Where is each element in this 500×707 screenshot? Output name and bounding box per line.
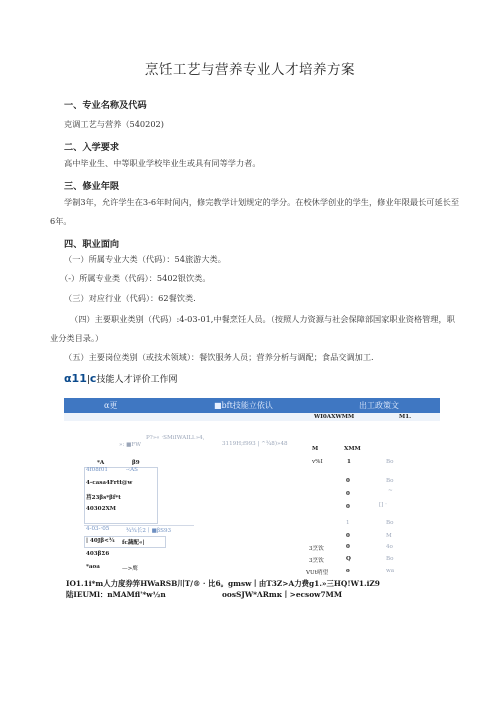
fig-r5b: Bo (386, 520, 394, 526)
caption-part-c: c (89, 372, 97, 385)
item-3: （三）对应行业（代码）：62餐饮类. (64, 293, 196, 303)
fig-row-vl: v%I (312, 459, 323, 465)
fig-r3a: 0 (346, 491, 350, 497)
fig-row-a: *A (97, 460, 105, 466)
fig-l4: 40302XM (86, 506, 116, 512)
section-heading-2: 二、入学要求 (64, 142, 120, 153)
section-3-body: 学制3年，允许学生在3-6年时间内，修完教学计划规定的学分。在校休学创业的学生，修业年限最长可延长至6年。 (50, 197, 460, 226)
fig-row-a2: β9 (132, 460, 140, 466)
section-heading-4: 四、职业面向 (64, 239, 120, 250)
fig-r8c: Bo (386, 556, 394, 562)
fig-r2a: 0 (346, 478, 350, 484)
section-1-body: 克调工艺与营养（540202) (64, 119, 164, 129)
fig-footer-line-2b: oosSJW*ΛRmκ丨>ecsow7MM (222, 590, 342, 599)
fig-l1: 4f08f01 (86, 467, 108, 473)
fig-row-vl2: 1 (347, 459, 351, 465)
fig-l1b: -‹AS (126, 467, 138, 473)
fig-r9c: wa (386, 568, 395, 574)
fig-l2: 4-casa4Frtt@w (86, 480, 133, 486)
embedded-screenshot (64, 398, 440, 670)
fig-r7c: 4o (386, 544, 393, 550)
section-heading-3: 三、修业年限 (64, 181, 120, 192)
item-2: （-）所属专业类（代码）：5402银饮类。 (60, 273, 211, 283)
fig-l5: 4-03-·05 (86, 526, 110, 532)
fig-r2b: Bo (386, 478, 394, 484)
item-4: （四）主要职业类别（代码）:4-03-01,中餐烹饪人员。（按照人力资源与社会保障部国家职业资格管理，职业分类目录。） (50, 314, 455, 343)
fig-l5b: ¾¾长2丨■βS93 (126, 528, 172, 534)
figure-caption (64, 372, 177, 385)
fig-r7a: 3烹饮 (309, 546, 324, 552)
fig-l7: 403βΣ6 (86, 551, 110, 557)
fig-text-r1: »: ■FW (119, 442, 142, 448)
fig-l6b: fc蔬配«| (122, 540, 145, 546)
fig-col-x: XMM (344, 446, 361, 452)
fig-l3: 莒23βs*βf*t (86, 495, 121, 501)
fig-text-r1b: P?»« ·SMiIWAILl.»4, (146, 435, 205, 441)
item-1: （一）所属专业大类（代码）：54旅游大类。 (64, 254, 226, 264)
fig-r9a: VUt哨望 (306, 570, 329, 576)
item-5: （五）主要岗位类别（或技术领域）：餐饮服务人员；营养分析与调配；食品交调加工. (64, 352, 374, 362)
caption-part-a: α11 (64, 372, 87, 385)
figure-subheader (64, 413, 440, 421)
figure-header-band (64, 398, 440, 413)
fig-r3b: ~ (388, 488, 393, 494)
section-2-body: 高中毕业生、中等职业学校毕业生或具有同等学力者。 (64, 158, 261, 168)
fig-r9b: o (346, 568, 350, 574)
fig-r4b: [] · (379, 502, 387, 508)
fig-col-m: M (312, 446, 319, 452)
band-tab-1: α更 (104, 401, 118, 410)
fig-row-vl3: Bo (386, 459, 394, 465)
fig-r7b: 0 (346, 544, 350, 550)
caption-part-d: 技能人才评价工作网 (96, 375, 178, 385)
fig-r8a: 3烹饮 (309, 558, 324, 564)
fig-r6b: M (386, 533, 392, 539)
section-heading-1: 一、专业名称及代码 (64, 100, 147, 111)
fig-l6: | 40Jβ<¾ (86, 538, 115, 544)
fig-r8b: Q (346, 556, 351, 562)
col-code: WI0AXWMM (314, 414, 355, 420)
fig-r5a: 1 (346, 520, 350, 526)
caption-part-b: | (86, 375, 90, 385)
fig-r6a: 0 (346, 533, 350, 539)
fig-r4a: 0 (346, 504, 350, 510)
col-m1: M1. (399, 414, 412, 420)
band-tab-2: ■bft技能立依认 (214, 401, 273, 410)
document-title: 烹饪工艺与营养专业人才培养方案 (145, 62, 355, 78)
band-tab-3: 出工政策文 (359, 401, 399, 410)
fig-text-r1c: 3119H;f993 | ^¾8)»48 (222, 441, 288, 447)
fig-l8b: —>鹰 (122, 566, 138, 572)
fig-footer-line-1: IO1.1i*m人力度券笄HWaRSB川T/® · 比6。gmsw丨由T3Z>A力费g1.»三HQ!W1.iZ9 (66, 579, 380, 588)
fig-l8: *aoa (86, 564, 100, 570)
fig-footer-line-2: 陆IEUMl：nMAMfl'*w½n (66, 590, 166, 599)
